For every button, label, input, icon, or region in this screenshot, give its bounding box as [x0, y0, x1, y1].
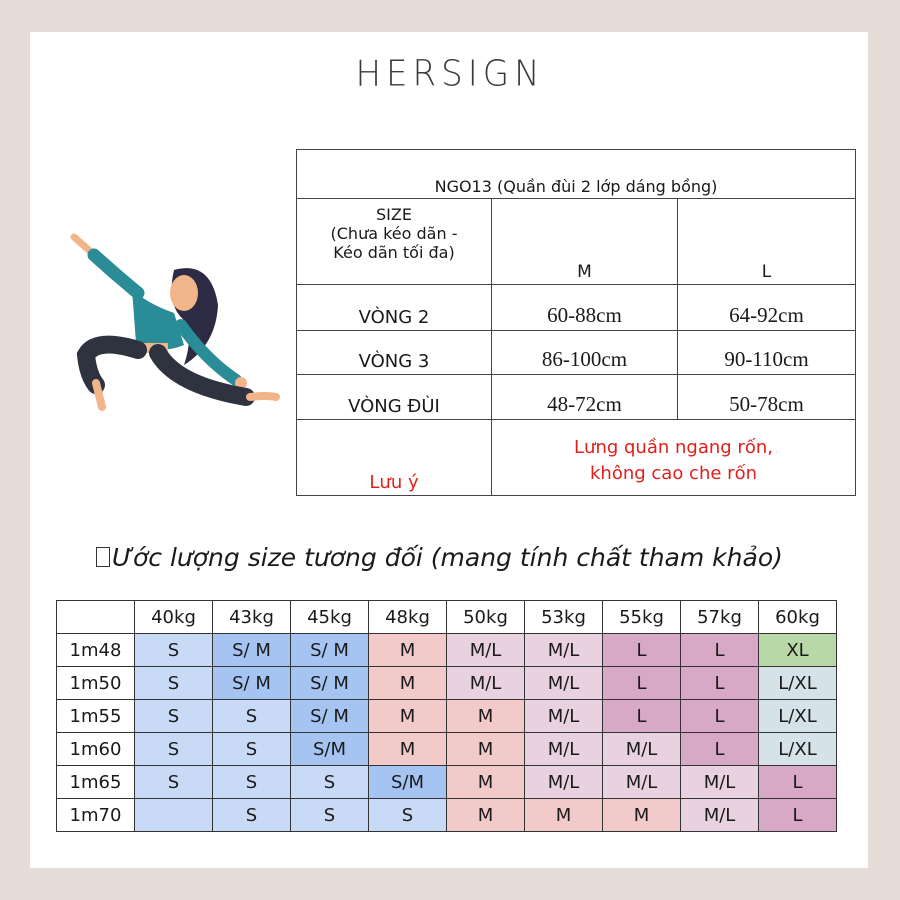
note-text: [492, 420, 856, 496]
grid-cell: M: [447, 733, 525, 766]
height-label: 1m50: [57, 667, 135, 700]
yoga-woman-illustration: [66, 225, 282, 415]
grid-cell: S: [291, 766, 369, 799]
grid-cell: M/L: [447, 634, 525, 667]
table-row: [57, 733, 837, 766]
product-title: NGO13 (Quần đùi 2 lớp dáng bồng): [297, 150, 856, 199]
grid-cell: L: [681, 733, 759, 766]
grid-cell: L: [681, 667, 759, 700]
note-label: Lưu ý: [297, 420, 492, 496]
grid-cell: M: [525, 799, 603, 832]
table-row: [57, 799, 837, 832]
grid-cell: M/L: [525, 667, 603, 700]
grid-cell: L: [603, 700, 681, 733]
grid-cell: L/XL: [759, 700, 837, 733]
weight-header: 40kg: [135, 601, 213, 634]
height-label: 1m48: [57, 634, 135, 667]
row-label-vong-dui: VÒNG ĐÙI: [297, 375, 492, 420]
table-row: [57, 667, 837, 700]
grid-cell: S/ M: [291, 667, 369, 700]
size-header-cell: [297, 199, 492, 285]
grid-cell: M: [603, 799, 681, 832]
grid-cell: L/XL: [759, 667, 837, 700]
estimate-title-text: Ước lượng size tương đối (mang tính chất tham khảo): [112, 543, 783, 572]
weight-header: 48kg: [369, 601, 447, 634]
grid-cell: M/L: [525, 700, 603, 733]
grid-cell: L: [603, 634, 681, 667]
row-label-vong-2: VÒNG 2: [297, 285, 492, 331]
grid-cell: M: [447, 766, 525, 799]
size-column-m: M: [492, 199, 678, 285]
table-row: [57, 700, 837, 733]
note-line: Lưng quần ngang rốn,: [574, 436, 773, 458]
grid-cell: L: [759, 799, 837, 832]
grid-cell: M: [447, 700, 525, 733]
estimate-title: [96, 543, 816, 572]
brand-logo: HERSIGN: [355, 53, 545, 95]
grid-cell: S: [213, 733, 291, 766]
weight-header: 45kg: [291, 601, 369, 634]
grid-cell: L: [681, 700, 759, 733]
grid-cell: M: [369, 700, 447, 733]
grid-cell: M/L: [525, 766, 603, 799]
grid-cell: [135, 799, 213, 832]
grid-cell: L: [603, 667, 681, 700]
weight-header-row: [57, 601, 837, 634]
grid-cell: S: [291, 799, 369, 832]
grid-cell: S: [369, 799, 447, 832]
height-label: 1m60: [57, 733, 135, 766]
note-line: không cao che rốn: [590, 462, 757, 484]
size-value: 64-92cm: [678, 285, 856, 331]
grid-cell: XL: [759, 634, 837, 667]
grid-cell: S: [135, 733, 213, 766]
grid-cell: S: [213, 700, 291, 733]
size-value: 50-78cm: [678, 375, 856, 420]
grid-cell: S: [135, 667, 213, 700]
grid-cell: M/L: [603, 766, 681, 799]
grid-cell: L/XL: [759, 733, 837, 766]
weight-header: 60kg: [759, 601, 837, 634]
grid-cell: M/L: [525, 634, 603, 667]
grid-cell: S: [135, 766, 213, 799]
height-label: 1m65: [57, 766, 135, 799]
grid-cell: S: [213, 799, 291, 832]
row-label-vong-3: VÒNG 3: [297, 331, 492, 375]
table-row: [57, 634, 837, 667]
weight-header: 55kg: [603, 601, 681, 634]
weight-header: 50kg: [447, 601, 525, 634]
grid-cell: S/M: [291, 733, 369, 766]
size-value: 48-72cm: [492, 375, 678, 420]
grid-cell: M/L: [603, 733, 681, 766]
grid-cell: S: [135, 634, 213, 667]
size-value: 86-100cm: [492, 331, 678, 375]
size-value: 60-88cm: [492, 285, 678, 331]
grid-cell: S/ M: [291, 634, 369, 667]
height-label: 1m70: [57, 799, 135, 832]
grid-cell: S/M: [369, 766, 447, 799]
grid-cell: M/L: [447, 667, 525, 700]
table-row: [57, 766, 837, 799]
grid-cell: M: [369, 733, 447, 766]
size-header-line: (Chưa kéo dãn -: [330, 224, 458, 243]
grid-cell: S/ M: [213, 634, 291, 667]
weight-header: 43kg: [213, 601, 291, 634]
weight-header: 57kg: [681, 601, 759, 634]
size-value: 90-110cm: [678, 331, 856, 375]
box-glyph: [96, 547, 110, 567]
weight-header: 53kg: [525, 601, 603, 634]
size-header-line: SIZE: [376, 205, 412, 224]
size-header-line: Kéo dãn tối đa): [333, 243, 455, 262]
grid-cell: M/L: [681, 799, 759, 832]
grid-cell: L: [681, 634, 759, 667]
grid-cell: S/ M: [213, 667, 291, 700]
grid-cell: M/L: [681, 766, 759, 799]
grid-cell: S: [135, 700, 213, 733]
grid-cell: S/ M: [291, 700, 369, 733]
grid-cell: S: [213, 766, 291, 799]
height-label: 1m55: [57, 700, 135, 733]
size-chart-table: [296, 149, 856, 496]
grid-cell: M: [447, 799, 525, 832]
grid-cell: M: [369, 634, 447, 667]
grid-cell: L: [759, 766, 837, 799]
grid-cell: M/L: [525, 733, 603, 766]
grid-cell: M: [369, 667, 447, 700]
size-column-l: L: [678, 199, 856, 285]
corner-cell: [57, 601, 135, 634]
size-estimate-grid: [56, 600, 837, 832]
